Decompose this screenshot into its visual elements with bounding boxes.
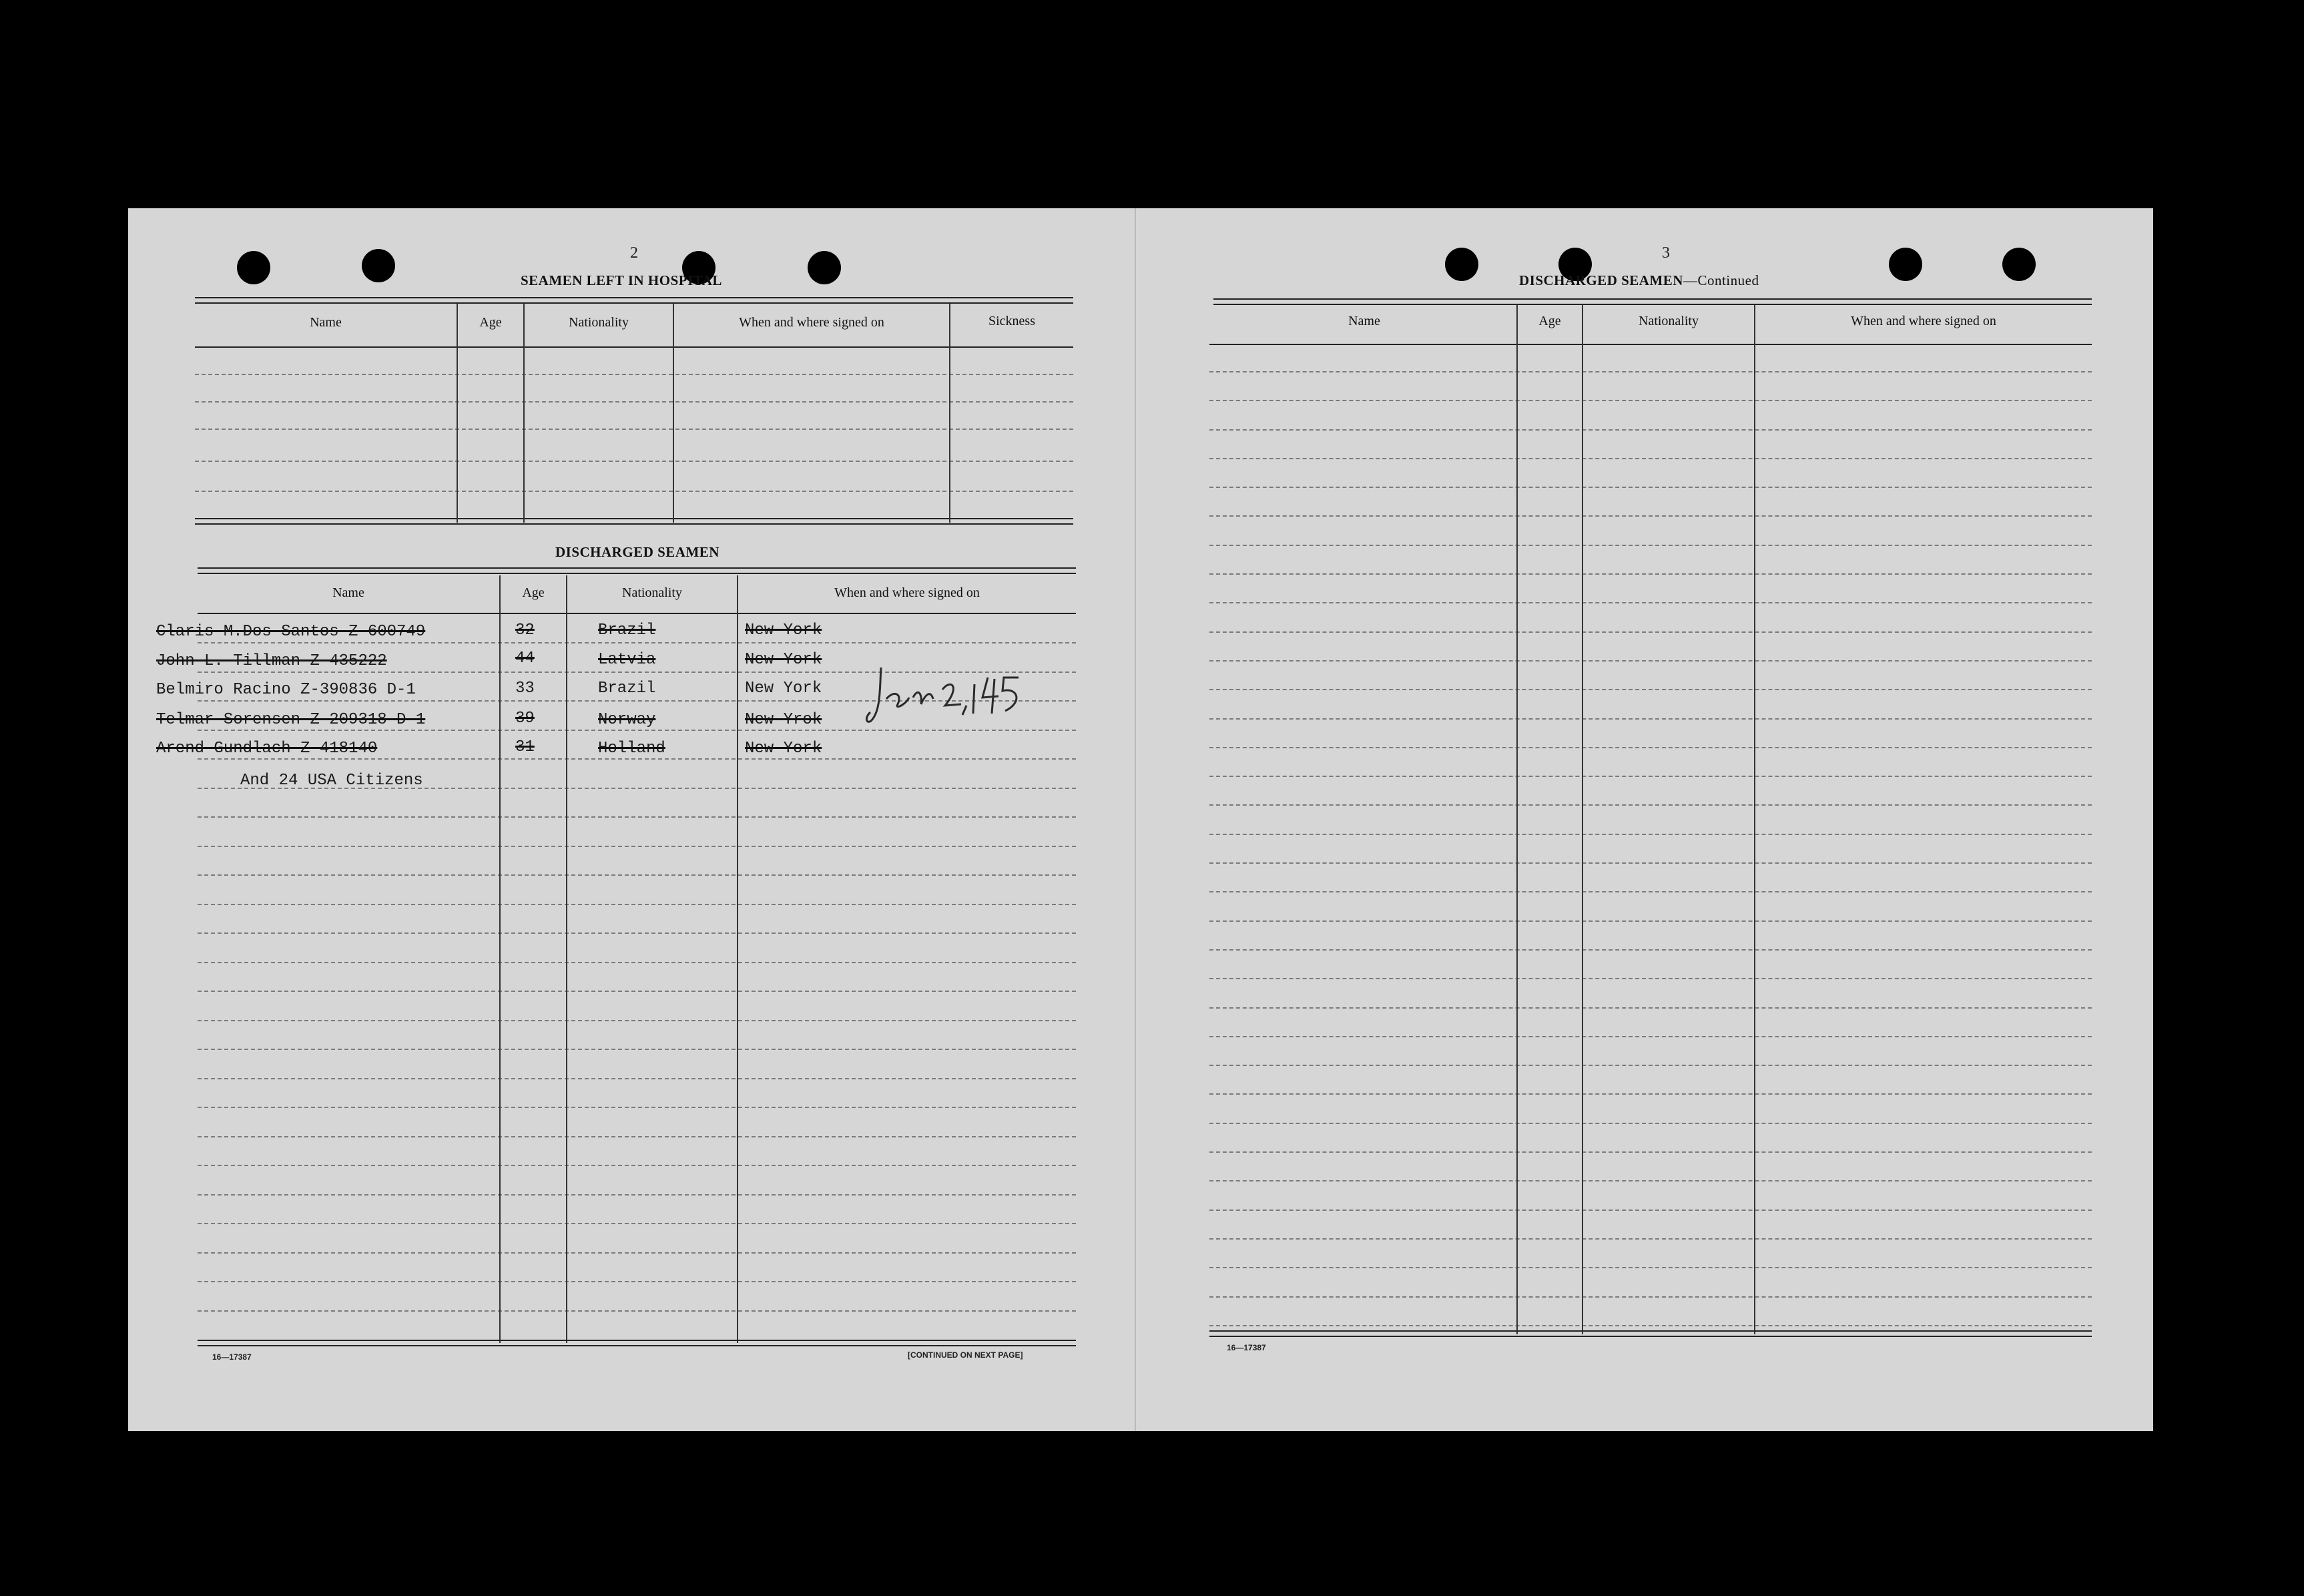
seaman-name: Arend Gundlach Z-418140: [156, 740, 378, 758]
col-divider: [523, 304, 525, 523]
page-number-right: 3: [1662, 244, 1670, 262]
row-line: [198, 1020, 1076, 1021]
row-line: [1209, 804, 2092, 806]
row-line: [198, 1252, 1076, 1254]
page-number-left: 2: [630, 244, 638, 262]
row-line: [198, 1223, 1076, 1224]
seaman-age: 39: [515, 710, 535, 728]
row-line: [198, 1165, 1076, 1166]
seaman-signed-on: New York: [745, 740, 822, 758]
col-divider: [566, 575, 567, 1343]
seaman-name: Telmar Sorensen Z-209318 D-1: [156, 711, 426, 729]
seaman-name: Claris M.Dos Santos Z-600749: [156, 623, 426, 641]
col-head-nationality: Nationality: [1639, 314, 1699, 328]
col-head-nationality: Nationality: [569, 315, 629, 330]
row-line: [198, 933, 1076, 934]
row-line: [198, 1049, 1076, 1050]
row-line: [1209, 458, 2092, 459]
hospital-section-title: SEAMEN LEFT IN HOSPITAL: [521, 272, 722, 288]
row-line: [1209, 776, 2092, 777]
row-line: [198, 1078, 1076, 1079]
discharged-header-rule: [198, 613, 1076, 614]
discharged-section-title: DISCHARGED SEAMEN: [555, 544, 719, 560]
row-line: [195, 401, 1073, 403]
row-line: [198, 846, 1076, 847]
seaman-nationality: Brazil: [598, 621, 656, 639]
binder-hole: [808, 251, 841, 284]
seaman-age: 44: [515, 649, 535, 668]
col-head-nationality: Nationality: [622, 585, 682, 600]
form-number-left: 16—17387: [212, 1352, 252, 1362]
binder-hole: [1889, 248, 1922, 281]
handwritten-date: [861, 657, 1028, 731]
binder-hole: [362, 249, 395, 282]
row-line: [1209, 1065, 2092, 1066]
col-head-signed-on: When and where signed on: [739, 315, 884, 330]
seaman-nationality: Norway: [598, 711, 656, 729]
row-line: [1209, 978, 2092, 979]
col-divider: [673, 304, 674, 523]
binder-hole: [1445, 248, 1478, 281]
col-head-signed-on: When and where signed on: [1851, 314, 1996, 328]
row-line: [195, 491, 1073, 492]
binder-hole: [2002, 248, 2036, 281]
col-divider: [1516, 305, 1518, 1334]
right-bottom-rule: [1209, 1330, 2092, 1337]
row-line: [1209, 573, 2092, 575]
seaman-name: John L. Tillman Z-435222: [156, 652, 387, 670]
row-line: [1209, 949, 2092, 951]
row-line: [198, 642, 1076, 643]
col-divider: [1754, 305, 1755, 1334]
row-line: [1209, 602, 2092, 603]
seaman-name: Belmiro Racino Z-390836 D-1: [156, 681, 416, 699]
row-line: [1209, 1093, 2092, 1095]
discharged-top-rule: [198, 567, 1076, 574]
seaman-signed-on: New York: [745, 651, 822, 669]
seaman-age: 33: [515, 680, 535, 698]
row-line: [1209, 1180, 2092, 1181]
row-line: [198, 962, 1076, 963]
right-header-rule: [1209, 344, 2092, 345]
seaman-age: 32: [515, 621, 535, 639]
seaman-nationality: Brazil: [598, 680, 656, 698]
row-line: [198, 991, 1076, 992]
seaman-age: 31: [515, 738, 535, 756]
row-line: [198, 904, 1076, 905]
row-line: [1209, 660, 2092, 661]
discharged-continued-title: [1519, 272, 1759, 289]
row-line: [198, 758, 1076, 760]
discharged-bottom-rule: [198, 1340, 1076, 1346]
hospital-top-rule: [195, 297, 1073, 304]
row-line: [195, 429, 1073, 430]
row-line: [195, 374, 1073, 375]
title-suffix: —Continued: [1683, 272, 1759, 288]
seaman-signed-on: New York: [745, 621, 822, 639]
seaman-nationality: Latvia: [598, 651, 656, 669]
document-sheet: [128, 208, 2153, 1431]
row-line: [198, 1310, 1076, 1312]
col-divider: [457, 304, 458, 523]
row-line: [198, 816, 1076, 818]
row-line: [198, 1281, 1076, 1282]
row-line: [1209, 862, 2092, 864]
row-line: [1209, 834, 2092, 835]
col-head-age: Age: [522, 585, 545, 600]
col-head-name: Name: [1348, 314, 1380, 328]
seaman-signed-on: New Yrok: [745, 711, 822, 729]
col-head-sickness: Sickness: [988, 314, 1035, 328]
col-divider: [949, 304, 950, 523]
row-line: [1209, 920, 2092, 922]
row-line: [1209, 1238, 2092, 1240]
row-line: [1209, 718, 2092, 720]
row-line: [1209, 891, 2092, 892]
binder-hole: [237, 251, 270, 284]
row-line: [1209, 689, 2092, 690]
row-line: [1209, 1210, 2092, 1211]
row-line: [1209, 371, 2092, 372]
row-line: [1209, 400, 2092, 401]
col-head-signed-on: When and where signed on: [834, 585, 980, 600]
usa-citizens-note: And 24 USA Citizens: [240, 772, 423, 790]
row-line: [195, 461, 1073, 462]
row-line: [1209, 515, 2092, 517]
row-line: [1209, 747, 2092, 748]
row-line: [1209, 1296, 2092, 1298]
row-line: [1209, 545, 2092, 546]
col-head-name: Name: [310, 315, 342, 330]
title-main: DISCHARGED SEAMEN: [1519, 272, 1683, 288]
row-line: [1209, 1267, 2092, 1268]
seaman-nationality: Holland: [598, 740, 665, 758]
row-line: [1209, 1151, 2092, 1153]
col-head-age: Age: [479, 315, 502, 330]
continued-note: [CONTINUED ON NEXT PAGE]: [908, 1350, 1023, 1360]
row-line: [1209, 1325, 2092, 1326]
col-divider: [1582, 305, 1583, 1334]
hospital-bottom-rule: [195, 518, 1073, 525]
col-head-name: Name: [332, 585, 364, 600]
col-head-age: Age: [1538, 314, 1561, 328]
right-top-rule: [1213, 298, 2092, 305]
form-number-right: 16—17387: [1227, 1343, 1266, 1352]
col-divider: [499, 575, 501, 1343]
row-line: [1209, 1007, 2092, 1009]
row-line: [1209, 487, 2092, 488]
row-line: [198, 1136, 1076, 1137]
page-fold: [1135, 208, 1136, 1431]
row-line: [1209, 1123, 2092, 1124]
row-line: [198, 1194, 1076, 1195]
row-line: [1209, 631, 2092, 633]
seaman-signed-on: New York: [745, 680, 822, 698]
col-divider: [737, 575, 738, 1343]
row-line: [1209, 429, 2092, 431]
row-line: [1209, 1036, 2092, 1037]
hospital-header-rule: [195, 346, 1073, 348]
row-line: [198, 1107, 1076, 1108]
row-line: [198, 874, 1076, 876]
